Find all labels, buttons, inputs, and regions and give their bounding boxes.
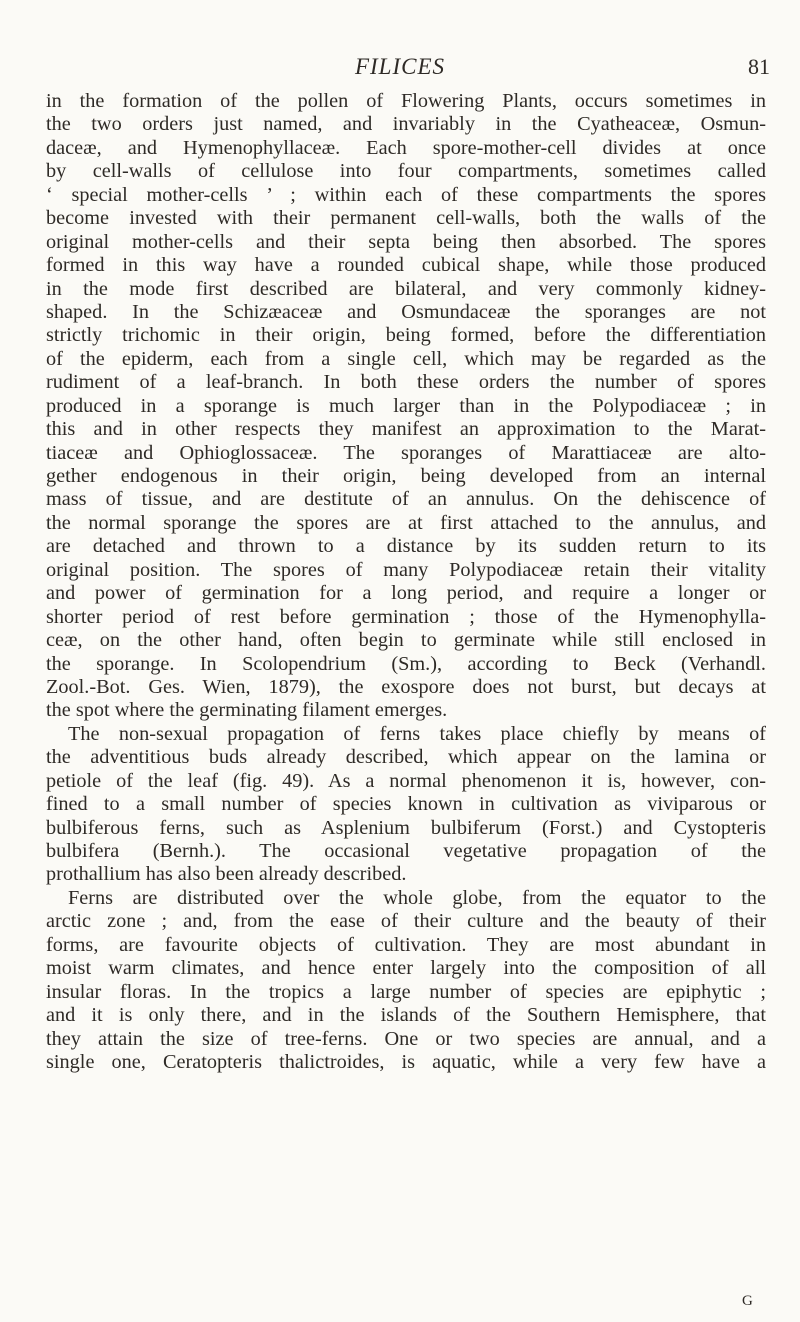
text-line: gether endogenous in their origin, being developed from an internal [46,465,766,487]
text-line: bulbifera (Bernh.). The occasional vegetative propagation of the [46,840,766,862]
signature-mark: G [742,1293,754,1309]
text-line: The non-sexual propagation of ferns takes place chiefly by means of [68,722,766,745]
text-line: rudiment of a leaf-branch. In both these orders the number of spores [46,371,766,394]
text-line: the two orders just named, and invariably in the Cyatheaceæ, Osmun- [46,113,766,136]
text-line: mass of tissue, and are destitute of an annulus. On the dehiscence of [46,488,766,511]
text-line: Ferns are distributed over the whole globe, from the equator to the [68,886,766,909]
running-head [0,54,800,88]
text-line: strictly trichomic in their origin, being formed, before the differentiation [46,324,766,347]
body-text [46,90,766,1074]
text-line: the spot where the germinating filament emerges. [46,699,448,722]
text-line: Zool.-Bot. Ges. Wien, 1879), the exospore does not burst, but decays at [46,675,766,698]
text-line: forms, are favourite objects of cultivation. They are most abundant in [46,933,766,956]
text-line: formed in this way have a rounded cubical shape, while those produced [46,254,766,277]
text-line: this and in other respects they manifest an approximation to the Marat- [46,418,766,441]
text-line: insular floras. In the tropics a large number of species are epiphytic ; [46,980,766,1003]
text-line: the sporange. In Scolopendrium (Sm.), according to Beck (Verhandl. [46,652,766,675]
text-line: by cell-walls of cellulose into four compartments, sometimes called [46,160,766,183]
text-line: the adventitious buds already described, which appear on the lamina or [46,746,766,769]
text-line: original position. The spores of many Polypodiaceæ retain their vitality [46,558,766,581]
text-line: become invested with their permanent cell-walls, both the walls of the [46,207,766,230]
text-line: moist warm climates, and hence enter largely into the composition of all [46,957,766,980]
text-line: fined to a small number of species known in cultivation as viviparous or [46,793,766,816]
text-line: single one, Ceratopteris thalictroides, is aquatic, while a very few have a [46,1050,766,1073]
text-line: the normal sporange the spores are at first attached to the annulus, and [46,511,766,534]
text-line: bulbiferous ferns, such as Asplenium bulbiferum (Forst.) and Cystopteris [46,816,766,839]
text-line: produced in a sporange is much larger than in the Polypodiaceæ ; in [46,394,766,417]
text-line: daceæ, and Hymenophyllaceæ. Each spore-mother-cell divides at once [46,136,766,159]
text-line: ‘ special mother-cells ’ ; within each of these compartments the spores [46,183,766,206]
text-line: and power of germination for a long period, and require a longer or [46,582,766,605]
text-line: of the epiderm, each from a single cell, which may be regarded as the [46,347,766,370]
page-number: 81 [748,54,770,79]
text-line: ceæ, on the other hand, often begin to germinate while still enclosed in [46,629,766,652]
text-line: petiole of the leaf (fig. 49). As a normal phenomenon it is, however, con- [46,769,766,792]
running-title: FILICES [354,54,446,79]
text-line: are detached and thrown to a distance by its sudden return to its [46,535,766,558]
text-line: in the formation of the pollen of Flowering Plants, occurs sometimes in [46,90,766,112]
text-line: and it is only there, and in the islands of the Southern Hemisphere, that [46,1004,766,1027]
text-line: original mother-cells and their septa being then absorbed. The spores [46,230,766,253]
text-line: arctic zone ; and, from the ease of their culture and the beauty of their [46,910,766,933]
text-line: in the mode first described are bilateral, and very commonly kidney- [46,277,766,300]
text-line: tiaceæ and Ophioglossaceæ. The sporanges of Marattiaceæ are alto- [46,441,766,464]
text-line: they attain the size of tree-ferns. One or two species are annual, and a [46,1027,766,1050]
text-line: shorter period of rest before germination ; those of the Hymenophylla- [46,605,766,628]
text-line: shaped. In the Schizæaceæ and Osmundaceæ the sporanges are not [46,300,766,323]
text-line: prothallium has also been already described. [46,863,407,886]
